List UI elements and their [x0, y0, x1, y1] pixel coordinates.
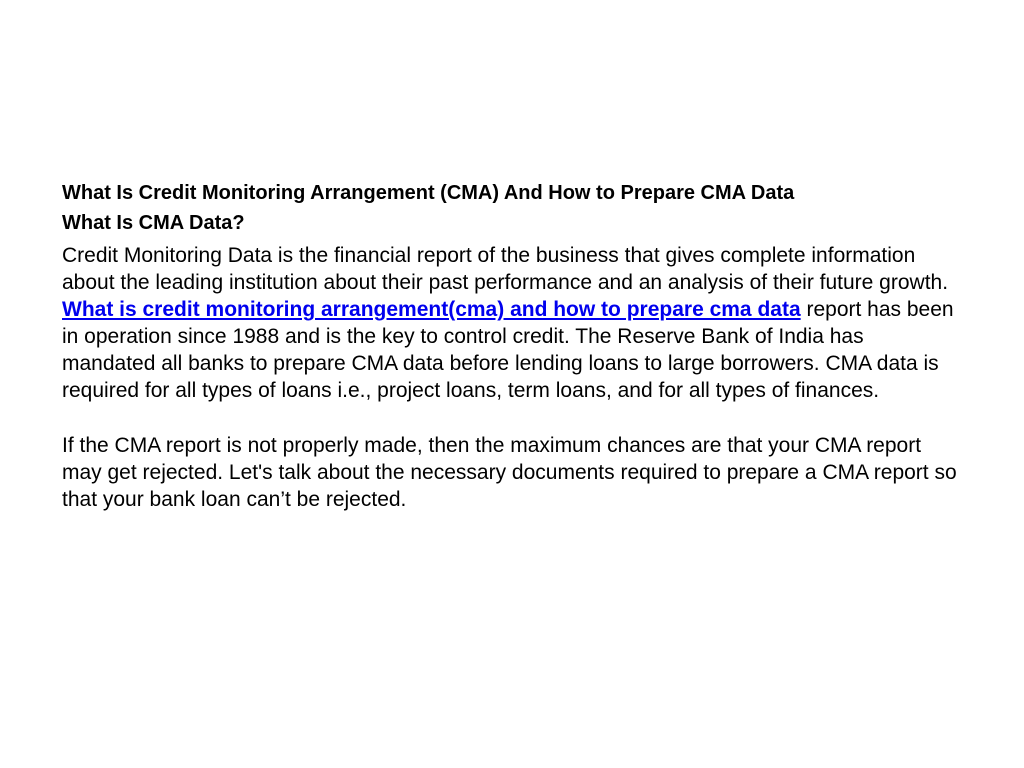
paragraph-intro-text: Credit Monitoring Data is the financial report of the business that gives complete information about the leading institution about their past performance and an analysis of their future growth.: [62, 244, 949, 294]
cma-article-link[interactable]: What is credit monitoring arrangement(cma) and how to prepare cma data: [62, 298, 801, 321]
page-title: What Is Credit Monitoring Arrangement (CMA) And How to Prepare CMA Data: [62, 182, 795, 204]
section-heading: What Is CMA Data?: [62, 212, 245, 234]
paragraph-rejection: If the CMA report is not properly made, then the maximum chances are that your CMA report may get rejected. Let's talk about the necessary documents required to prepare a CMA report so that your bank loan can’t be rejected.: [62, 434, 957, 511]
paragraph-intro-continuation: report has been in operation since 1988 and is the key to control credit. The Reserve Bank of India has mandated all banks to prepare CMA data before lending loans to large borrowers. CMA data is required for all types of loans i.e., project loans, term loans, and for all types of finances.: [62, 298, 954, 402]
document-body: [62, 180, 962, 513]
paragraph-intro: [62, 242, 957, 404]
